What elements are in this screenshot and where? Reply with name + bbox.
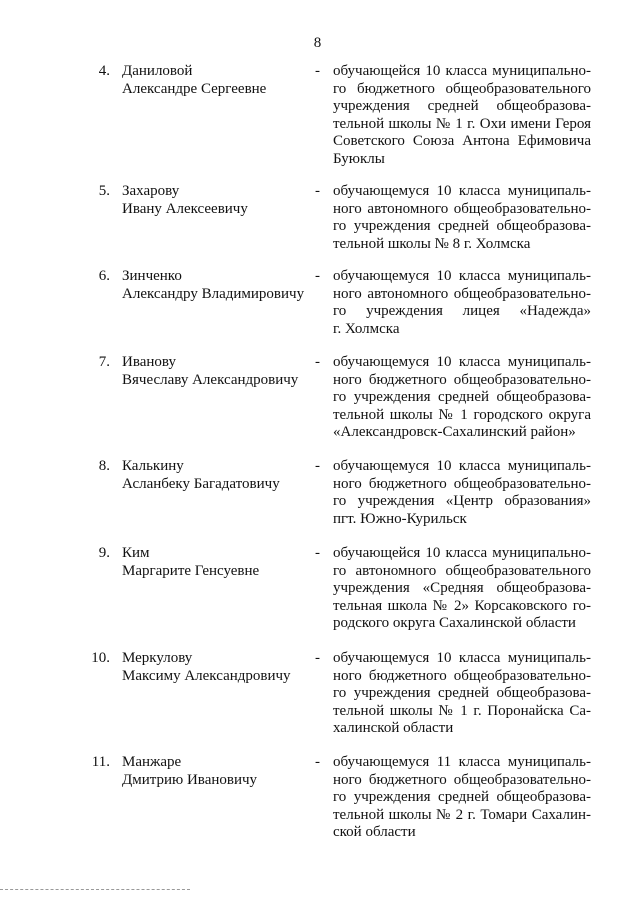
description-line: тельной школы № 2 г. Томари Сахалин- bbox=[333, 806, 591, 823]
description-line: обучающейся 10 класса муниципально- bbox=[333, 63, 591, 79]
description-line: Советского Союза Антона Ефимовича bbox=[333, 133, 591, 150]
description-line: ного автономного общеобразовательно- bbox=[333, 200, 591, 217]
surname: Иванову bbox=[122, 354, 176, 370]
description-line: обучающемуся 11 класса муниципаль- bbox=[333, 754, 591, 770]
description bbox=[333, 754, 591, 842]
given-names: Александре Сергеевне bbox=[122, 80, 267, 97]
dash: - bbox=[315, 754, 320, 770]
surname: Захарову bbox=[122, 183, 180, 199]
description-line: ного бюджетного общеобразовательно- bbox=[333, 771, 591, 788]
surname: Ким bbox=[122, 545, 150, 561]
description-line: го учреждения средней общеобразова- bbox=[333, 389, 591, 406]
description bbox=[333, 458, 591, 528]
description-line: тельная школа № 2» Корсаковского го- bbox=[333, 597, 591, 614]
description-line: ного бюджетного общеобразовательно- bbox=[333, 475, 591, 492]
given-names: Ивану Алексеевичу bbox=[122, 200, 248, 217]
item-number: 6. bbox=[98, 268, 110, 284]
description-line: тельной школы № 1 г. Поронайска Са- bbox=[333, 702, 591, 719]
description-line: ного бюджетного общеобразовательно- bbox=[333, 667, 591, 684]
description-line: ного автономного общеобразовательно- bbox=[333, 285, 591, 302]
given-names: Александру Владимировичу bbox=[122, 285, 305, 302]
footer-divider bbox=[0, 889, 190, 890]
description-line: учреждения средней общеобразова- bbox=[333, 98, 591, 115]
description-line: пгт. Южно-Курильск bbox=[333, 510, 467, 527]
surname: Калькину bbox=[122, 458, 184, 474]
surname: Даниловой bbox=[122, 63, 193, 79]
given-names: Максиму Александровичу bbox=[122, 667, 291, 684]
description-line: обучающемуся 10 класса муниципаль- bbox=[333, 354, 591, 370]
description-line: го учреждения лицея «Надежда» bbox=[333, 303, 591, 320]
description-line: г. Холмска bbox=[333, 320, 400, 337]
given-names: Вячеславу Александровичу bbox=[122, 371, 299, 388]
person-name bbox=[122, 754, 312, 789]
description-line: Буюклы bbox=[333, 150, 385, 167]
item-number: 9. bbox=[98, 545, 110, 561]
description-line: го учреждения средней общеобразова- bbox=[333, 685, 591, 702]
given-names: Асланбеку Багадатовичу bbox=[122, 475, 280, 492]
person-name bbox=[122, 63, 312, 98]
dash: - bbox=[315, 354, 320, 370]
person-name bbox=[122, 458, 312, 493]
description-line: обучающемуся 10 класса муниципаль- bbox=[333, 458, 591, 474]
dash: - bbox=[315, 268, 320, 284]
person-name bbox=[122, 650, 312, 685]
item-number: 11. bbox=[91, 754, 110, 770]
description bbox=[333, 63, 591, 169]
description bbox=[333, 650, 591, 738]
dash: - bbox=[315, 183, 320, 199]
dash: - bbox=[315, 63, 320, 79]
description-line: го учреждения средней общеобразова- bbox=[333, 218, 591, 235]
surname: Меркулову bbox=[122, 650, 193, 666]
description-line: тельной школы № 1 г. Охи имени Героя bbox=[333, 115, 591, 132]
description-line: учреждения «Средняя общеобразова- bbox=[333, 580, 591, 597]
description-line: тельной школы № 8 г. Холмска bbox=[333, 235, 531, 252]
item-number: 7. bbox=[98, 354, 110, 370]
dash: - bbox=[315, 458, 320, 474]
description-line: го учреждения средней общеобразова- bbox=[333, 789, 591, 806]
description-line: халинской области bbox=[333, 720, 454, 737]
description-line: обучающемуся 10 класса муниципаль- bbox=[333, 183, 591, 199]
description-line: го бюджетного общеобразовательного bbox=[333, 80, 591, 97]
description bbox=[333, 545, 591, 633]
description-line: родского округа Сахалинской области bbox=[333, 615, 576, 632]
description bbox=[333, 268, 591, 338]
page-number: 8 bbox=[313, 35, 322, 51]
surname: Зинченко bbox=[122, 268, 182, 284]
description-line: обучающемуся 10 класса муниципаль- bbox=[333, 650, 591, 666]
given-names: Маргарите Генсуевне bbox=[122, 562, 260, 579]
dash: - bbox=[315, 650, 320, 666]
person-name bbox=[122, 354, 312, 389]
person-name bbox=[122, 545, 312, 580]
description-line: ской области bbox=[333, 824, 416, 841]
description-line: го автономного общеобразовательного bbox=[333, 562, 591, 579]
item-number: 10. bbox=[91, 650, 110, 666]
description-line: обучающейся 10 класса муниципально- bbox=[333, 545, 591, 561]
description-line: ного бюджетного общеобразовательно- bbox=[333, 371, 591, 388]
description-line: го учреждения «Центр образования» bbox=[333, 493, 591, 510]
item-number: 8. bbox=[98, 458, 110, 474]
item-number: 4. bbox=[98, 63, 110, 79]
surname: Манжаре bbox=[122, 754, 182, 770]
given-names: Дмитрию Ивановичу bbox=[122, 771, 258, 788]
description-line: «Александровск-Сахалинский район» bbox=[333, 424, 576, 441]
description bbox=[333, 183, 591, 253]
person-name bbox=[122, 268, 312, 303]
description bbox=[333, 354, 591, 442]
description-line: тельной школы № 1 городского округа bbox=[333, 406, 591, 423]
person-name bbox=[122, 183, 312, 218]
description-line: обучающемуся 10 класса муниципаль- bbox=[333, 268, 591, 284]
item-number: 5. bbox=[98, 183, 110, 199]
dash: - bbox=[315, 545, 320, 561]
